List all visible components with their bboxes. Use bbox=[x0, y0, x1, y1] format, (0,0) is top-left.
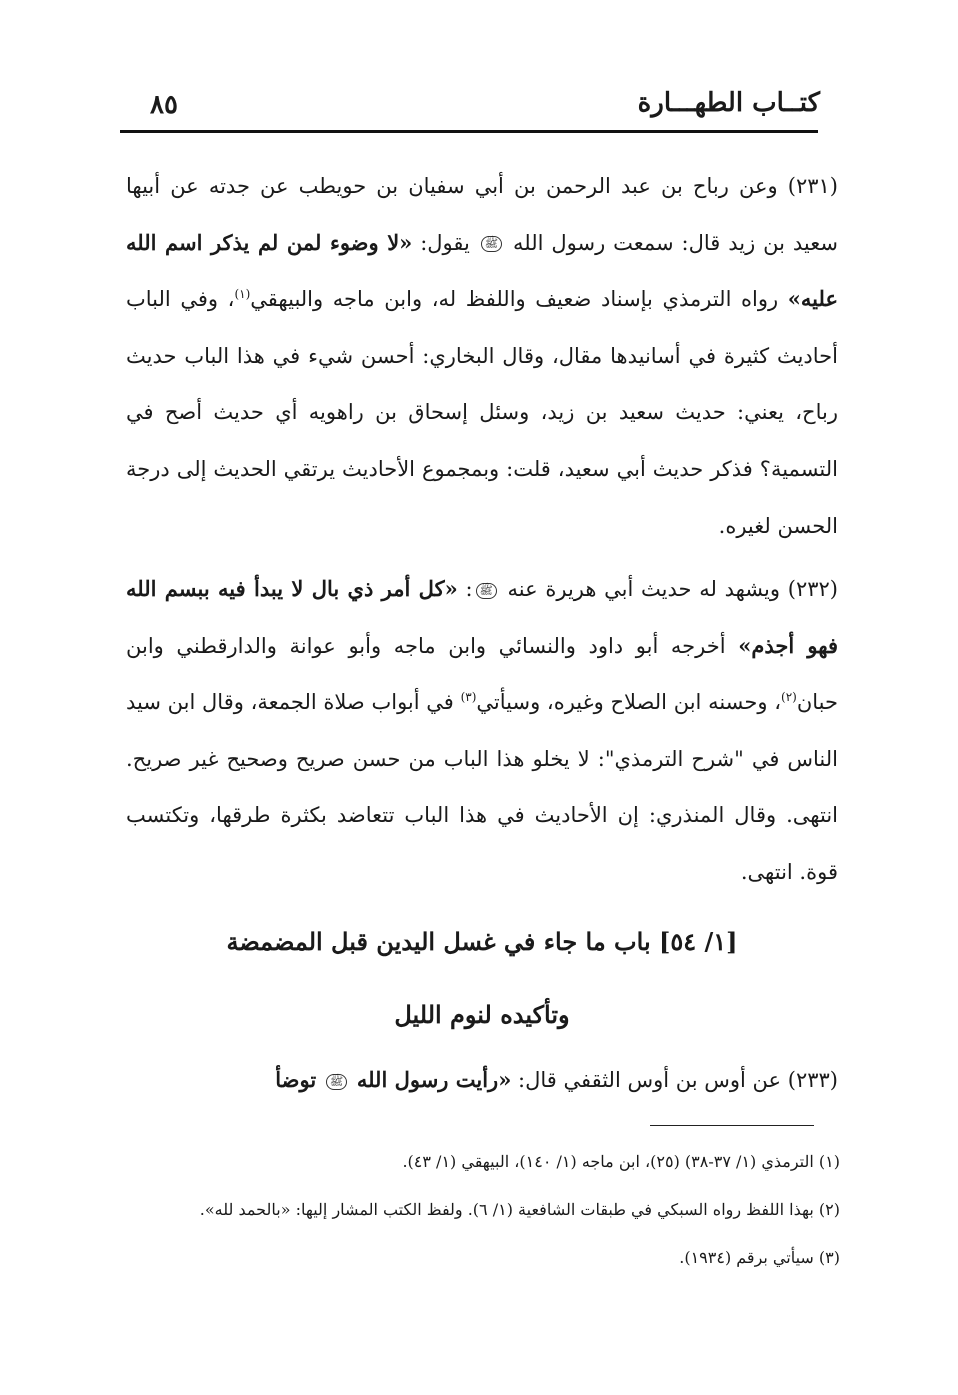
hadith-quote-end: توضأ bbox=[275, 1067, 317, 1092]
hadith-text: وعن رباح بن عبد الرحمن بن أبي سفيان بن حويطب عن جدته عن أبيها سعيد بن زيد قال: سمعت رسول الله bbox=[126, 174, 838, 255]
hadith-231 bbox=[126, 158, 838, 554]
page-number: ٨٥ bbox=[150, 90, 178, 120]
radiallahu-icon: ﷺ bbox=[476, 583, 497, 599]
footnote-marker: (٣) bbox=[460, 690, 477, 705]
footnote-marker: (٢) bbox=[781, 690, 797, 705]
hadith-text: ويشهد له حديث أبي هريرة عنه bbox=[507, 577, 781, 601]
hadith-quote: «لا وضوء لمن لم يذكر اسم الله عليه» bbox=[126, 229, 838, 312]
hadith-number: (٢٣٢) bbox=[787, 577, 838, 601]
footnote-separator bbox=[650, 1125, 814, 1126]
section-heading-continuation: وتأكيده لنوم الليل bbox=[394, 1000, 570, 1029]
footnote-2: (٢) بهذا اللفظ رواه السبكي في طبقات الشافعية (١/ ٦). ولفظ الكتب المشار إليها: «بالحمد لله». bbox=[199, 1200, 840, 1219]
hadith-text: ، وحسنه ابن الصلاح وغيره، وسيأتي bbox=[476, 690, 782, 715]
hadith-text: : bbox=[465, 577, 473, 601]
salawat-icon: ﷺ bbox=[481, 236, 502, 252]
hadith-quote: «رأيت رسول الله bbox=[356, 1067, 512, 1092]
hadith-number: (٢٣٣) bbox=[787, 1068, 838, 1092]
hadith-text: رواه الترمذي بإسناد ضعيف واللفظ له، وابن ماجه والبيهقي bbox=[250, 287, 779, 312]
footnotes bbox=[150, 1138, 840, 1282]
section-heading: [١/ ٥٤] باب ما جاء في غسل اليدين قبل المضمضة bbox=[226, 927, 738, 956]
hadith-text: عن أوس بن أوس الثقفي قال: bbox=[518, 1068, 782, 1092]
hadith-text: يقول: bbox=[420, 230, 470, 255]
hadith-text: في أبواب صلاة الجمعة، وقال ابن سيد الناس في "شرح الترمذي": لا يخلو هذا الباب من حسن صريح وصحيح غير صريح. انتهى. وقال المنذري: إن الأحاديث في هذا الباب تتعاضد بكثرة طرقها، وتكتسب قوة. انتهى. bbox=[126, 690, 838, 884]
salawat-icon: ﷺ bbox=[326, 1074, 347, 1090]
hadith-number: (٢٣١) bbox=[787, 174, 838, 198]
hadith-233 bbox=[126, 1052, 838, 1109]
running-header bbox=[120, 88, 820, 132]
chapter-title: كتــاب الطهـــارة bbox=[637, 88, 820, 118]
footnote-1: (١) الترمذي (١/ ٣٧-٣٨) (٢٥)، ابن ماجه (١/ ١٤٠)، البيهقي (١/ ٤٣). bbox=[402, 1152, 840, 1171]
hadith-232 bbox=[126, 561, 838, 901]
hadith-text: ، وفي الباب أحاديث كثيرة في أسانيدها مقال، وقال البخاري: أحسن شيء في هذا الباب حديث رباح، يعني: حديث سعيد بن زيد، وسئل إسحاق بن راهويه أي حديث أصح في التسمية؟ فذكر حديث أبي سعيد، قلت: وبمجموع الأحاديث يرتقي الحديث إلى درجة الحسن لغيره. bbox=[126, 287, 838, 538]
footnote-3: (٣) سيأتي برقم (١٩٣٤). bbox=[679, 1248, 840, 1267]
footnote-marker: (١) bbox=[234, 287, 251, 302]
hadith-text: أخرجه أبو داود والنسائي وابن ماجه وأبو عوانة والدارقطني وابن حبان bbox=[126, 633, 838, 715]
header-rule bbox=[120, 130, 818, 133]
hadith-quote: «كل أمر ذي بال لا يبدأ فيه ببسم الله فهو أجذم» bbox=[126, 576, 838, 658]
